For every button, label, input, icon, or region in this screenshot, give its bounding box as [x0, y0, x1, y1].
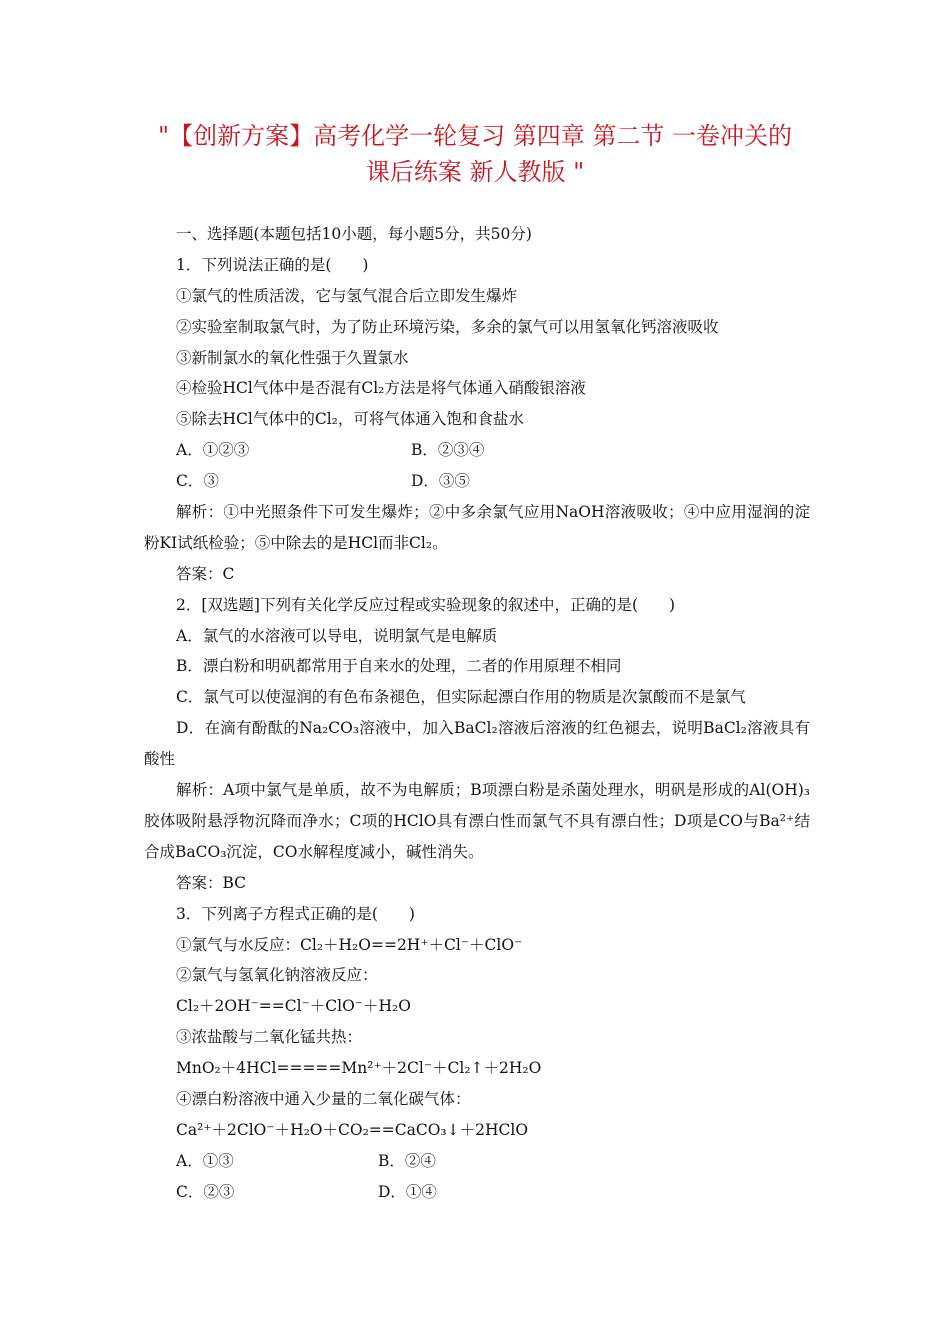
- q3-line-7: Ca²⁺＋2ClO⁻＋H₂O＋CO₂==CaCO₃↓＋2HClO: [176, 1120, 529, 1139]
- q1-option-b: B．②③④: [411, 441, 485, 460]
- q3-line-5: MnO₂＋4HCl=====Mn²⁺＋2Cl⁻＋Cl₂↑＋2H₂O: [176, 1059, 542, 1078]
- document-body: [144, 219, 810, 1208]
- q2-option-a: A．氯气的水溶液可以导电，说明氯气是电解质: [176, 626, 498, 645]
- q2-stem: 2．[双选题]下列有关化学反应过程或实验现象的叙述中，正确的是( ): [176, 595, 676, 614]
- q1-analysis: 解析：①中光照条件下可发生爆炸；②中多余氯气应用NaOH溶液吸收；④中应用湿润的淀粉KI试纸检验；⑤中除去的是HCl而非Cl₂。: [144, 503, 810, 552]
- q2-option-c: C．氯气可以使湿润的有色布条褪色，但实际起漂白作用的物质是次氯酸而不是氯气: [176, 688, 746, 707]
- q3-line-3: Cl₂＋2OH⁻==Cl⁻＋ClO⁻＋H₂O: [176, 997, 411, 1016]
- q3-line-1: ①氯气与水反应：Cl₂＋H₂O==2H⁺＋Cl⁻＋ClO⁻: [176, 935, 523, 954]
- q2-option-b: B．漂白粉和明矾都常用于自来水的处理，二者的作用原理不相同: [176, 657, 622, 676]
- q1-options-row-1: [144, 435, 810, 466]
- q1-option-c: C．③: [176, 472, 219, 491]
- q1-item-1: ①氯气的性质活泼，它与氢气混合后立即发生爆炸: [176, 286, 518, 305]
- q3-stem: 3．下列离子方程式正确的是( ): [176, 904, 415, 923]
- q3-option-d: D．①④: [378, 1182, 437, 1201]
- q3-option-a: A．①③: [176, 1151, 234, 1170]
- q3-line-4: ③浓盐酸与二氧化锰共热：: [176, 1028, 363, 1047]
- q1-item-2: ②实验室制取氯气时，为了防止环境污染，多余的氯气可以用氢氧化钙溶液吸收: [176, 317, 719, 336]
- q1-stem: 1．下列说法正确的是( ): [176, 255, 369, 274]
- q1-options-row-2: [144, 466, 810, 497]
- title-line-1: "【创新方案】高考化学一轮复习 第四章 第二节 一卷冲关的: [158, 122, 792, 150]
- title-line-2: 课后练案 新人教版 ": [365, 158, 585, 186]
- q1-item-5: ⑤除去HCl气体中的Cl₂，可将气体通入饱和食盐水: [176, 410, 524, 429]
- q3-options-row-2: [144, 1177, 810, 1208]
- q1-item-4: ④检验HCl气体中是否混有Cl₂方法是将气体通入硝酸银溶液: [176, 379, 586, 398]
- q3-options-row-1: [144, 1146, 810, 1177]
- q3-line-2: ②氯气与氢氧化钠溶液反应：: [176, 966, 378, 985]
- q1-answer: 答案：C: [176, 564, 235, 583]
- document-title: [120, 118, 830, 190]
- q1-item-3: ③新制氯水的氧化性强于久置氯水: [176, 348, 409, 367]
- q2-analysis: 解析：A项中氯气是单质，故不为电解质；B项漂白粉是杀菌处理水，明矾是形成的Al(OH)₃胶体吸附悬浮物沉降而净水；C项的HClO具有漂白性而氯气不具有漂白性；D项是CO与Ba²⁺结合成BaCO₃沉淀，CO水解程度减小，碱性消失。: [144, 781, 810, 861]
- q3-option-c: C．②③: [176, 1182, 235, 1201]
- q3-option-b: B．②④: [378, 1151, 436, 1170]
- section-heading: 一、选择题(本题包括10小题，每小题5分，共50分): [176, 225, 532, 243]
- q3-line-6: ④漂白粉溶液中通入少量的二氧化碳气体：: [176, 1089, 471, 1108]
- q1-option-d: D．③⑤: [411, 472, 470, 491]
- q1-option-a: A．①②③: [176, 441, 250, 460]
- q2-option-d: D．在滴有酚酞的Na₂CO₃溶液中，加入BaCl₂溶液后溶液的红色褪去，说明BaCl₂溶液具有酸性: [144, 719, 810, 769]
- q2-answer: 答案：BC: [176, 873, 247, 892]
